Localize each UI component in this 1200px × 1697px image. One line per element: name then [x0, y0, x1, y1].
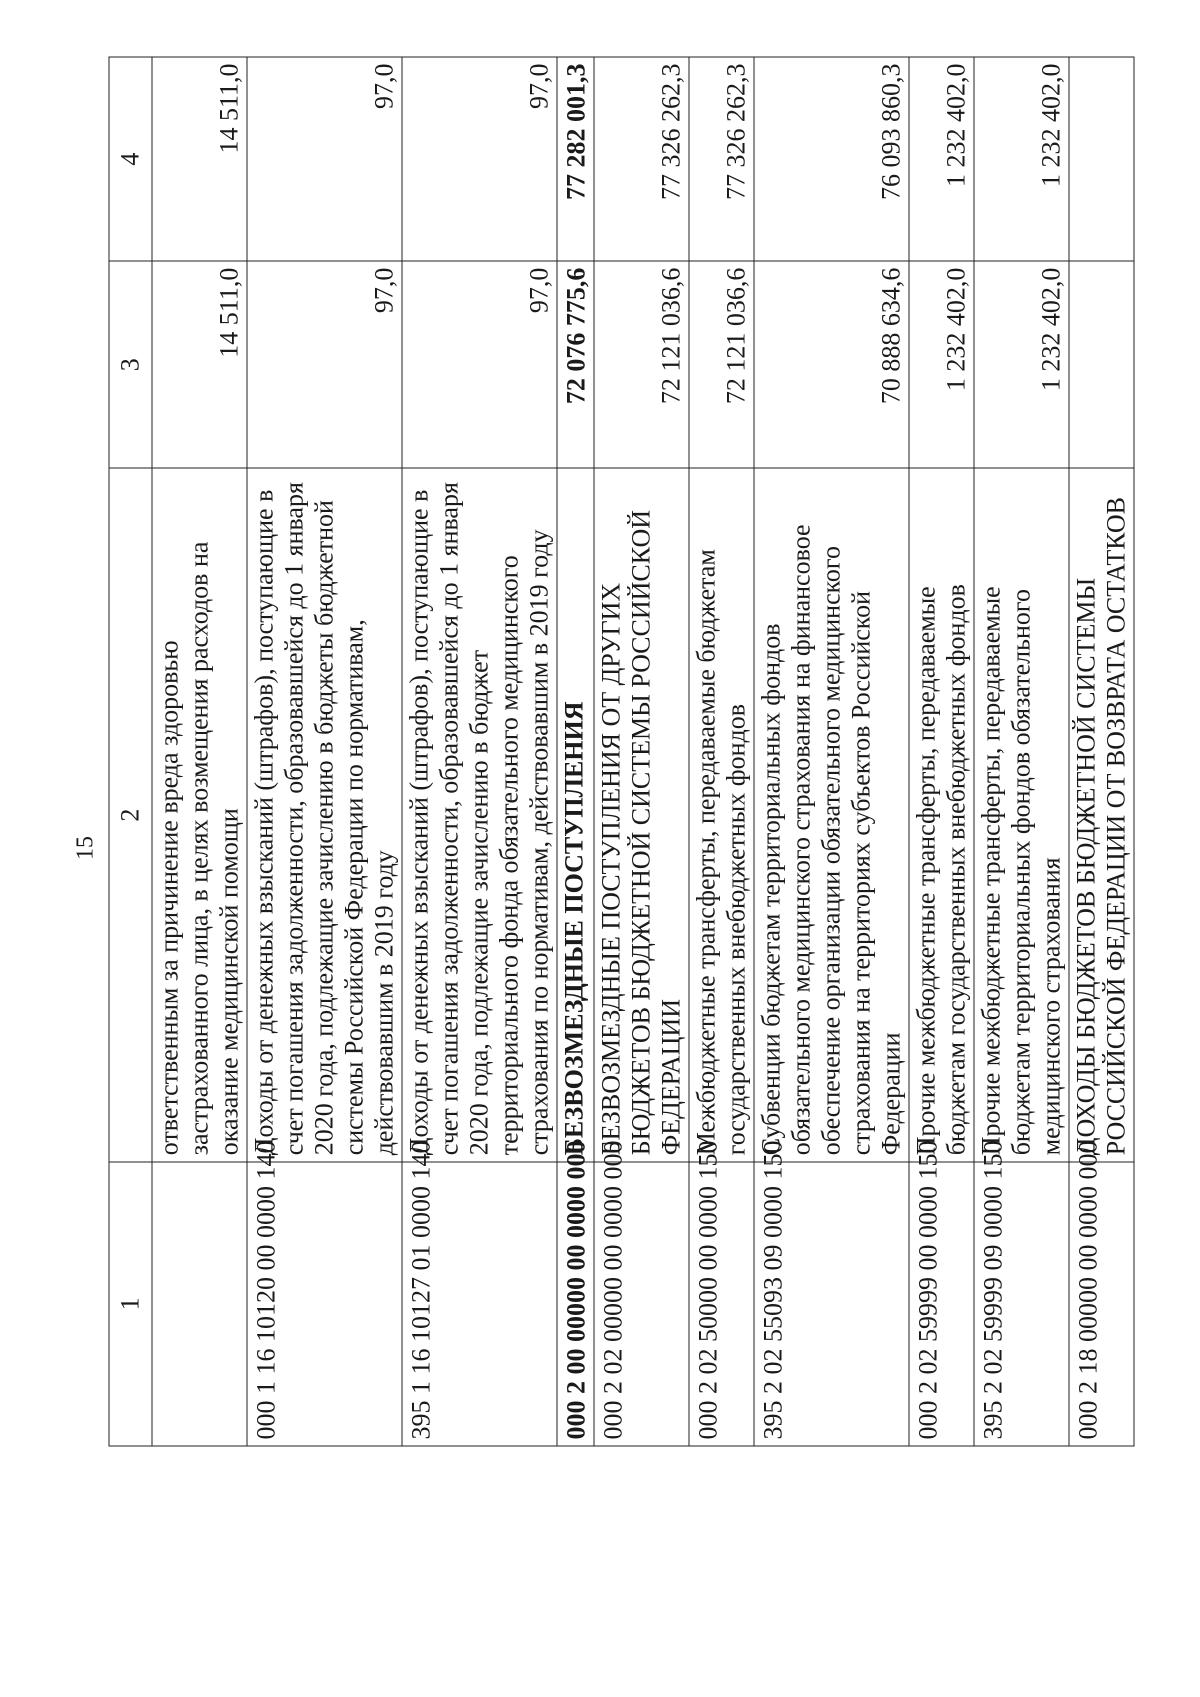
name-cell: БЕЗВОЗМЕЗДНЫЕ ПОСТУПЛЕНИЯ ОТ ДРУГИХ БЮДЖЕТОВ БЮДЖЕТНОЙ СИСТЕМЫ РОССИЙСКОЙ ФЕДЕРАЦИИ — [594, 468, 689, 1161]
value-col4-cell: 1 232 402,0 — [974, 57, 1069, 261]
table-row — [974, 57, 1069, 1446]
value-col3-cell: 97,0 — [402, 261, 557, 468]
table-row — [689, 57, 754, 1446]
table-row — [402, 57, 557, 1446]
table-row — [557, 57, 594, 1446]
value-col4-cell: 77 326 262,3 — [689, 57, 754, 261]
name-cell: Субвенции бюджетам территориальных фондов обязательного медицинского страхования на финансовое обеспечение организации обязательного медицинского страхования на территориях субъектов Российской Федерации — [754, 468, 909, 1161]
value-col3-cell: 14 511,0 — [152, 261, 247, 468]
value-col4-cell: 97,0 — [247, 57, 402, 261]
column-header-1: 1 — [109, 1162, 152, 1446]
code-cell: 000 1 16 10120 00 0000 140 — [247, 1162, 402, 1446]
column-header-2: 2 — [109, 468, 152, 1161]
table-row — [754, 57, 909, 1446]
table-row — [247, 57, 402, 1446]
column-header-3: 3 — [109, 261, 152, 468]
code-cell: 000 2 18 00000 00 0000 000 — [1069, 1162, 1134, 1446]
name-cell: БЕЗВОЗМЕЗДНЫЕ ПОСТУПЛЕНИЯ — [557, 468, 594, 1161]
code-cell: 000 2 02 00000 00 0000 000 — [594, 1162, 689, 1446]
value-col3-cell — [1069, 261, 1134, 468]
value-col4-cell: 1 232 402,0 — [909, 57, 974, 261]
column-header-4: 4 — [109, 57, 152, 261]
value-col3-cell: 1 232 402,0 — [974, 261, 1069, 468]
table-row — [1069, 57, 1134, 1446]
code-cell: 395 1 16 10127 01 0000 140 — [402, 1162, 557, 1446]
page-number: 15 — [72, 836, 99, 860]
value-col4-cell: 77 282 001,3 — [557, 57, 594, 261]
table-row — [594, 57, 689, 1446]
value-col3-cell: 72 121 036,6 — [689, 261, 754, 468]
value-col3-cell: 72 076 775,6 — [557, 261, 594, 468]
budget-table — [109, 57, 1135, 1447]
document-sheet — [1, 0, 1200, 1697]
name-cell: Доходы от денежных взысканий (штрафов), поступающие в счет погашения задолженности, образовавшейся до 1 января 2020 года, подлежащие зачислению в бюджеты бюджетной системы Российской Федерации по нормативам, действовавшим в 2019 году — [247, 468, 402, 1161]
code-cell: 395 2 02 55093 09 0000 150 — [754, 1162, 909, 1446]
table-header-row — [109, 57, 152, 1446]
name-cell: ответственным за причинение вреда здоровью застрахованного лица, в целях возмещения расходов на оказание медицинской помощи — [152, 468, 247, 1161]
code-cell — [152, 1162, 247, 1446]
value-col4-cell: 97,0 — [402, 57, 557, 261]
name-cell: Межбюджетные трансферты, передаваемые бюджетам государственных внебюджетных фондов — [689, 468, 754, 1161]
value-col4-cell — [1069, 57, 1134, 261]
table-row — [152, 57, 247, 1446]
name-cell: Доходы от денежных взысканий (штрафов), поступающие в счет погашения задолженности, образовавшейся до 1 января 2020 года, подлежащие зачислению в бюджет территориального фонда обязательного медицинского страхования по нормативам, действовавшим в 2019 году — [402, 468, 557, 1161]
table-row — [909, 57, 974, 1446]
value-col4-cell: 14 511,0 — [152, 57, 247, 261]
code-cell: 000 2 02 50000 00 0000 150 — [689, 1162, 754, 1446]
code-cell: 395 2 02 59999 09 0000 150 — [974, 1162, 1069, 1446]
value-col3-cell: 70 888 634,6 — [754, 261, 909, 468]
code-cell: 000 2 00 00000 00 0000 000 — [557, 1162, 594, 1446]
name-cell: Прочие межбюджетные трансферты, передаваемые бюджетам государственных внебюджетных фондов — [909, 468, 974, 1161]
name-cell: ДОХОДЫ БЮДЖЕТОВ БЮДЖЕТНОЙ СИСТЕМЫ РОССИЙСКОЙ ФЕДЕРАЦИИ ОТ ВОЗВРАТА ОСТАТКОВ — [1069, 468, 1134, 1161]
value-col3-cell: 1 232 402,0 — [909, 261, 974, 468]
value-col3-cell: 72 121 036,6 — [594, 261, 689, 468]
code-cell: 000 2 02 59999 00 0000 150 — [909, 1162, 974, 1446]
value-col4-cell: 76 093 860,3 — [754, 57, 909, 261]
name-cell: Прочие межбюджетные трансферты, передаваемые бюджетам территориальных фондов обязательного медицинского страхования — [974, 468, 1069, 1161]
value-col3-cell: 97,0 — [247, 261, 402, 468]
value-col4-cell: 77 326 262,3 — [594, 57, 689, 261]
